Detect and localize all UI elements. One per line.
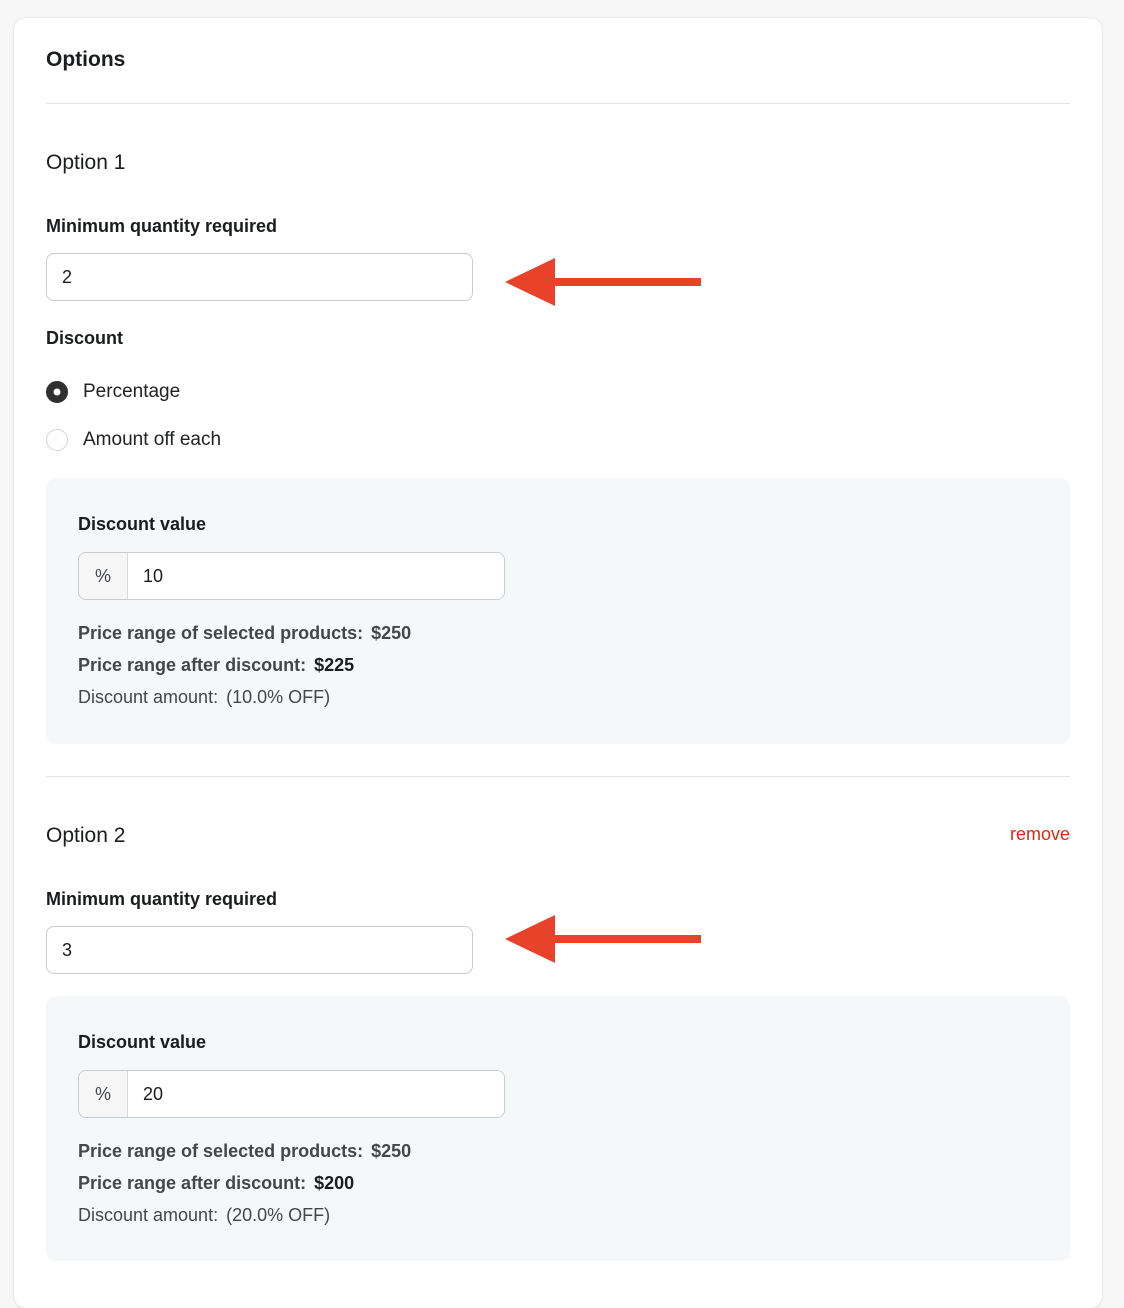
discount-amount-label: Discount amount:: [78, 1205, 219, 1225]
option-1-heading: Option 1: [46, 151, 126, 174]
option-1-discount-value-field: [78, 552, 505, 600]
option-2-price-after-discount: [78, 1173, 354, 1194]
arrow-icon: [500, 255, 706, 311]
options-card: [14, 18, 1102, 1308]
price-range-label: Price range of selected products:: [78, 1141, 364, 1161]
option-1-discount-value-input[interactable]: [128, 553, 504, 599]
discount-amount-value: (20.0% OFF): [226, 1205, 331, 1225]
option-1-discount-label: Discount: [46, 328, 124, 348]
option-1-discount-value-label: Discount value: [78, 514, 207, 534]
option-2-min-qty-input[interactable]: [46, 926, 473, 974]
option-2-discount-panel: [46, 996, 1070, 1261]
percent-prefix: %: [79, 553, 128, 599]
arrow-icon: [500, 912, 706, 968]
price-after-discount-label: Price range after discount:: [78, 1173, 307, 1193]
price-range-value: $250: [371, 1141, 412, 1161]
arrow-head: [505, 258, 555, 306]
price-after-discount-label: Price range after discount:: [78, 655, 307, 675]
discount-amount-label: Discount amount:: [78, 687, 219, 707]
arrow-shaft: [545, 278, 701, 286]
option-1-price-after-discount: [78, 655, 354, 676]
option-1-min-qty-label: Minimum quantity required: [46, 216, 278, 236]
radio-amount-off-each-indicator[interactable]: [46, 429, 68, 451]
discount-amount-value: (10.0% OFF): [226, 687, 331, 707]
divider: [46, 776, 1070, 777]
price-after-discount-value: $225: [314, 655, 355, 675]
radio-percentage[interactable]: [46, 380, 180, 404]
radio-amount-off-each-label: Amount off each: [83, 429, 222, 450]
option-1-discount-amount: [78, 687, 330, 708]
option-2-discount-value-label: Discount value: [78, 1032, 207, 1052]
option-1-price-range: [78, 623, 411, 644]
option-2-min-qty-label: Minimum quantity required: [46, 889, 278, 909]
option-1-discount-panel: [46, 478, 1070, 744]
option-2-price-range: [78, 1141, 411, 1162]
option-2-discount-value-input[interactable]: [128, 1071, 504, 1117]
option-2-discount-amount: [78, 1205, 330, 1226]
option-2-heading: Option 2: [46, 824, 126, 847]
percent-prefix: %: [79, 1071, 128, 1117]
price-after-discount-value: $200: [314, 1173, 355, 1193]
arrow-shaft: [545, 935, 701, 943]
option-2-discount-value-field: [78, 1070, 505, 1118]
radio-percentage-label: Percentage: [83, 381, 181, 402]
remove-option-2-link[interactable]: remove: [1009, 824, 1070, 844]
price-range-label: Price range of selected products:: [78, 623, 364, 643]
price-range-value: $250: [371, 623, 412, 643]
radio-amount-off-each[interactable]: [46, 428, 221, 452]
option-1-min-qty-input[interactable]: [46, 253, 473, 301]
radio-percentage-indicator[interactable]: [46, 381, 68, 403]
divider: [46, 103, 1070, 104]
arrow-head: [505, 915, 555, 963]
card-title: Options: [46, 48, 126, 71]
